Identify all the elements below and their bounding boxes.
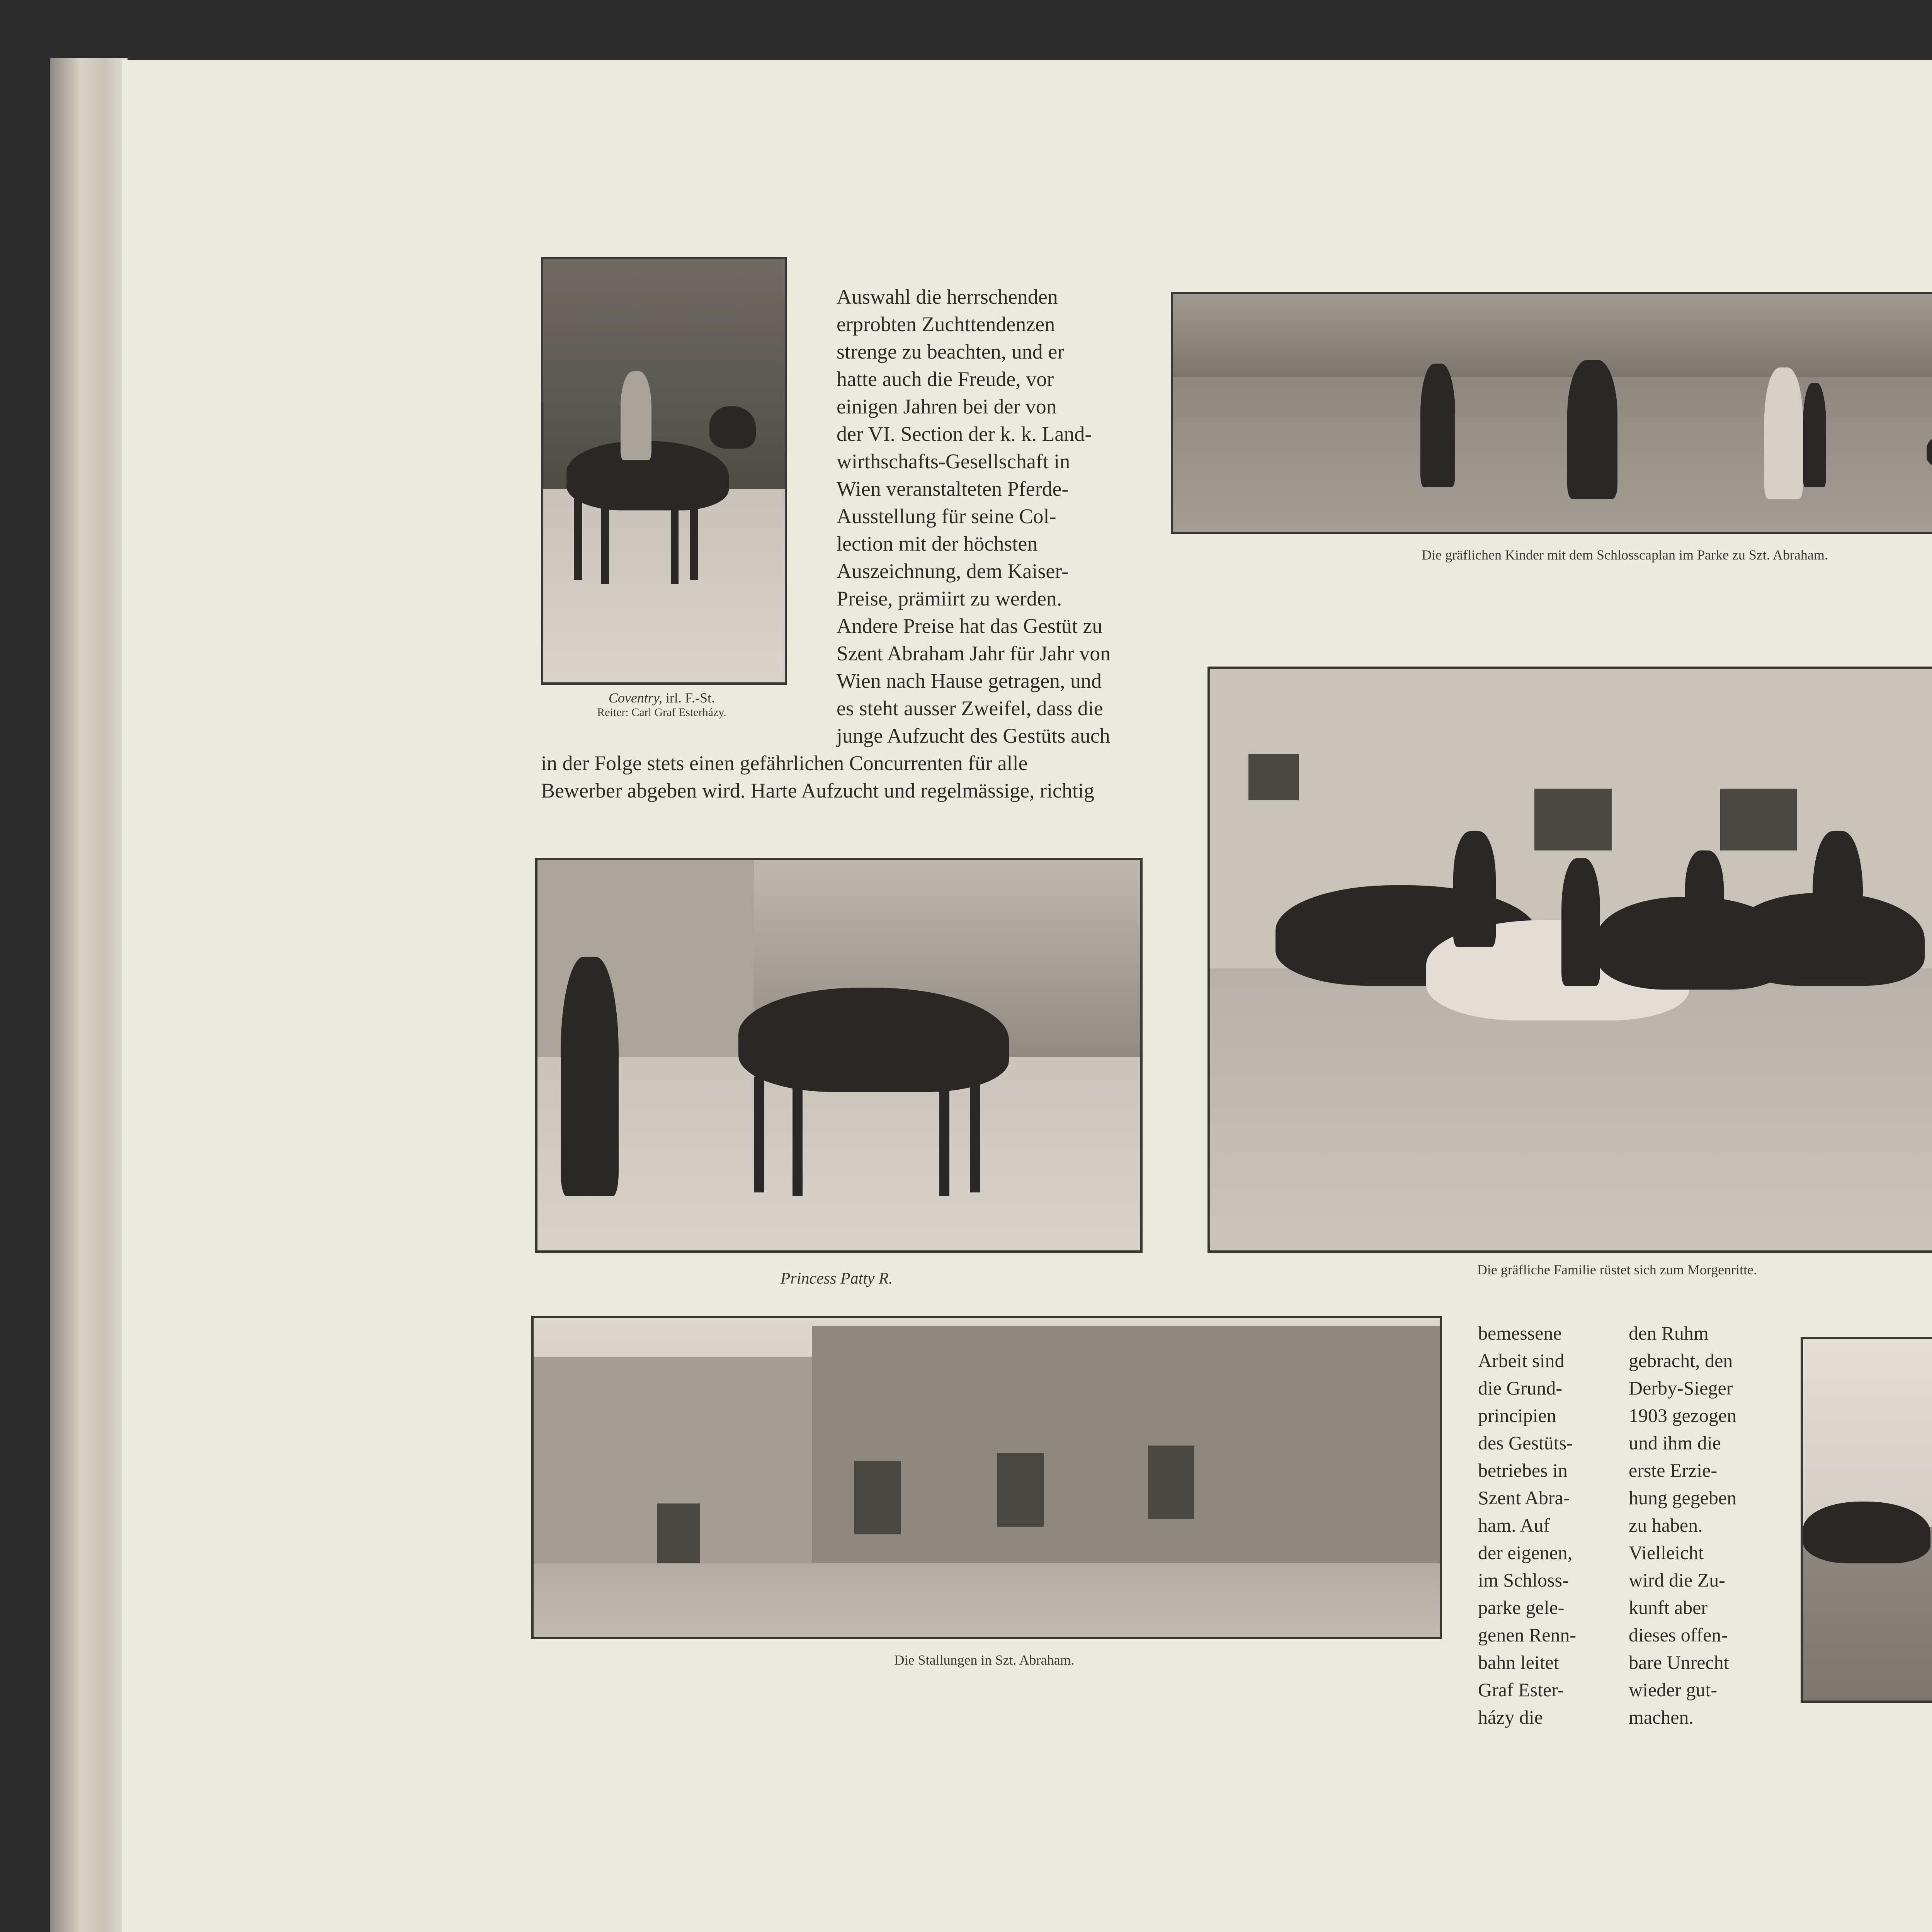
text-line: Bewerber abgeben wird. Harte Aufzucht und regelmässige, richtig (541, 779, 1094, 802)
text-line: Auswahl die herrschenden (837, 285, 1058, 308)
caption-familie: Die gräfliche Familie rüstet sich zum Morgenritte. (1477, 1262, 1757, 1277)
text-line: des Gestüts- (1478, 1432, 1573, 1454)
text-column-2a (1478, 1320, 1605, 1731)
text-line: bemessene (1478, 1322, 1562, 1344)
text-line: Graf Ester- (1478, 1679, 1564, 1701)
text-line: Szent Abra- (1478, 1487, 1570, 1509)
text-line: betriebes in (1478, 1459, 1568, 1481)
text-line: der eigenen, (1478, 1542, 1573, 1563)
text-line: es steht ausser Zweifel, dass die (837, 697, 1103, 720)
photo-princess-patty (535, 858, 1143, 1253)
text-line: in der Folge stets einen gefährlichen Concurrenten für alle (541, 752, 1028, 775)
text-line: Auszeichnung, dem Kaiser- (837, 560, 1069, 583)
text-line: Arbeit sind (1478, 1350, 1565, 1371)
text-line: Ausstellung für seine Col- (837, 505, 1056, 528)
text-line: 1903 gezogen (1629, 1405, 1737, 1426)
photo-kinder (1171, 292, 1932, 534)
text-line: erprobten Zuchttendenzen (837, 313, 1055, 336)
text-column-2b (1629, 1320, 1764, 1731)
text-line: ham. Auf (1478, 1514, 1550, 1536)
text-line: Derby-Sieger (1629, 1377, 1733, 1399)
text-line: parke gele- (1478, 1597, 1565, 1618)
photo-auslauf (1801, 1337, 1932, 1703)
caption-coventry-name: Coventry, (608, 690, 662, 706)
text-line: gebracht, den (1629, 1350, 1733, 1371)
caption-princess-patty-text: Princess Patty R. (780, 1270, 893, 1287)
text-column-1 (837, 283, 1184, 612)
text-line: dieses offen- (1629, 1624, 1728, 1646)
text-line: wird die Zu- (1629, 1569, 1725, 1591)
text-line: Wien veranstalteten Pferde- (837, 477, 1069, 500)
caption-coventry-credit: Reiter: Carl Graf Esterházy. (597, 706, 726, 719)
caption-princess-patty (535, 1269, 1138, 1288)
text-line: kunft aber (1629, 1597, 1708, 1618)
text-line: wirthschafts-Gesellschaft in (837, 450, 1070, 473)
photo-familie (1208, 667, 1932, 1253)
caption-auslauf (1801, 1718, 1932, 1734)
text-line: Andere Preise hat das Gestüt zu (837, 614, 1103, 638)
book-page (122, 60, 1932, 1932)
text-column-1-full (541, 750, 1298, 804)
text-line: Szent Abraham Jahr für Jahr von (837, 642, 1111, 665)
page-stack-left (50, 58, 128, 1932)
text-line: bare Unrecht (1629, 1651, 1729, 1673)
text-line: bahn leitet (1478, 1651, 1559, 1673)
caption-kinder: Die gräflichen Kinder mit dem Schlosscaplan im Parke zu Szt. Abraham. (1422, 547, 1828, 563)
text-line: erste Erzie- (1629, 1459, 1718, 1481)
text-line: und ihm die (1629, 1432, 1721, 1454)
text-line: genen Renn- (1478, 1624, 1577, 1646)
text-line: einigen Jahren bei der von (837, 395, 1057, 418)
text-line: der VI. Section der k. k. Land- (837, 422, 1092, 446)
text-line: machen. (1629, 1706, 1694, 1728)
text-line: Vielleicht (1629, 1542, 1704, 1563)
photo-stallungen (531, 1316, 1442, 1639)
text-line: den Ruhm (1629, 1322, 1709, 1344)
text-line: hung gegeben (1629, 1487, 1737, 1509)
text-line: lection mit der höchsten (837, 532, 1038, 555)
text-line: zu haben. (1629, 1514, 1703, 1536)
photo-coventry (541, 257, 787, 685)
text-line: junge Aufzucht des Gestüts auch (837, 724, 1110, 747)
text-line: Wien nach Hause getragen, und (837, 669, 1102, 692)
text-line: wieder gut- (1629, 1679, 1718, 1701)
text-line: hatte auch die Freude, vor (837, 367, 1054, 391)
text-line: strenge zu beachten, und er (837, 340, 1065, 363)
text-line: die Grund- (1478, 1377, 1562, 1399)
caption-coventry-rest: irl. F.-St. (665, 690, 715, 706)
caption-coventry (541, 690, 782, 719)
text-line: Preise, prämiirt zu werden. (837, 587, 1062, 610)
text-line: házy die (1478, 1706, 1543, 1728)
caption-stallungen: Die Stallungen in Szt. Abraham. (894, 1652, 1075, 1668)
text-line: im Schloss- (1478, 1569, 1569, 1591)
text-line: principien (1478, 1405, 1556, 1426)
